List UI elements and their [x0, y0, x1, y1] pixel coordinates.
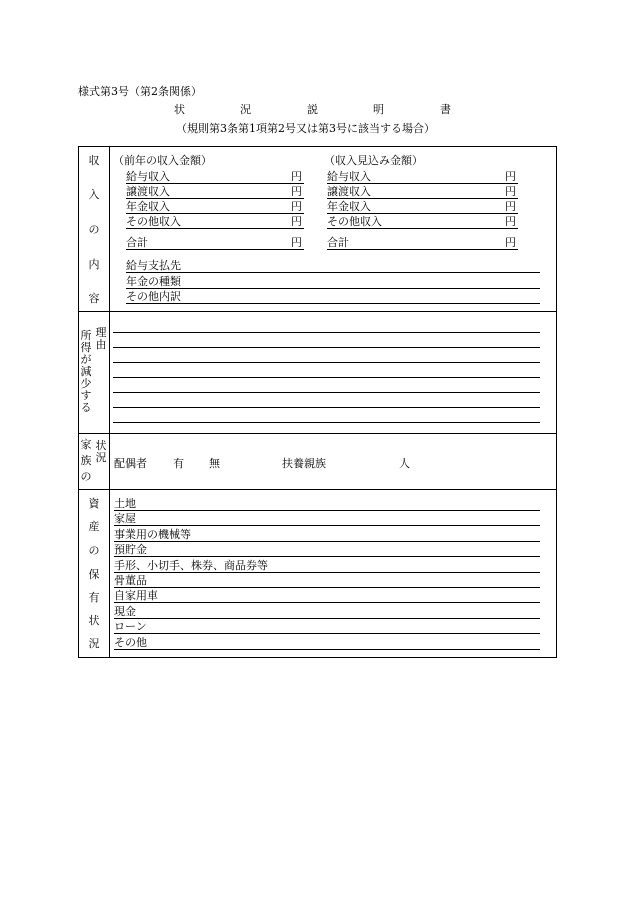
- label-column-divider: [109, 146, 110, 658]
- family-label-left: 家族の: [80, 438, 92, 483]
- prev-income-field[interactable]: [126, 213, 304, 214]
- asset-label: 現金: [114, 605, 136, 618]
- asset-field[interactable]: [114, 556, 540, 557]
- reason-line[interactable]: [113, 347, 540, 348]
- reason-line[interactable]: [113, 422, 540, 423]
- detail-field[interactable]: [126, 288, 540, 289]
- row-divider: [78, 433, 557, 434]
- income-item-label: 給与収入: [327, 170, 371, 183]
- document-title: [174, 104, 452, 116]
- yen-unit: 円: [505, 215, 516, 228]
- asset-field[interactable]: [114, 587, 540, 588]
- dependents-label: 扶養親族: [282, 457, 326, 470]
- total-label: 合計: [126, 236, 148, 249]
- reason-line[interactable]: [113, 362, 540, 363]
- yen-unit: 円: [291, 200, 302, 213]
- yen-unit: 円: [291, 185, 302, 198]
- income-item-label: その他収入: [126, 215, 181, 228]
- asset-label: 事業用の機械等: [114, 528, 191, 541]
- yen-unit: 円: [291, 215, 302, 228]
- label-char: 産: [88, 520, 100, 533]
- yen-unit: 円: [291, 170, 302, 183]
- asset-label: 家屋: [114, 512, 136, 525]
- expected-income-field[interactable]: [327, 213, 518, 214]
- document-subtitle: （規則第3条第1項第2号又は第3号に該当する場合）: [176, 122, 435, 135]
- prev-income-field[interactable]: [126, 183, 304, 184]
- expected-income-total-field[interactable]: [327, 249, 518, 250]
- income-item-label: 年金収入: [327, 200, 371, 213]
- title-char: 書: [440, 103, 451, 116]
- reason-line[interactable]: [113, 392, 540, 393]
- detail-field[interactable]: [126, 303, 540, 304]
- label-char: 況: [88, 637, 100, 650]
- label-char: の: [88, 544, 100, 557]
- dependents-count-field[interactable]: [335, 458, 395, 470]
- label-char: 有: [88, 591, 100, 604]
- asset-label: 骨董品: [114, 574, 147, 587]
- reason-label-left: 所得が減少する: [80, 329, 92, 414]
- asset-label: 土地: [114, 497, 136, 510]
- income-item-label: 譲渡収入: [327, 185, 371, 198]
- row-divider: [78, 311, 557, 312]
- title-char: 説: [307, 103, 318, 116]
- spouse-yes-option[interactable]: 有: [173, 457, 184, 470]
- income-item-label: 年金収入: [126, 200, 170, 213]
- asset-label: 自家用車: [114, 589, 158, 602]
- asset-label: ローン: [114, 620, 147, 633]
- prev-income-field[interactable]: [126, 228, 304, 229]
- reason-line[interactable]: [113, 377, 540, 378]
- expected-income-field[interactable]: [327, 198, 518, 199]
- asset-field[interactable]: [114, 602, 540, 603]
- label-char: 収: [88, 154, 100, 167]
- total-label: 合計: [327, 236, 349, 249]
- asset-label: その他: [114, 636, 147, 649]
- asset-field[interactable]: [114, 541, 540, 542]
- title-char: 状: [174, 103, 185, 116]
- asset-label: 手形、小切手、株券、商品券等: [114, 559, 268, 572]
- detail-label: 給与支払先: [126, 259, 181, 272]
- form-number: 様式第3号（第2条関係）: [78, 85, 202, 98]
- asset-field[interactable]: [114, 649, 540, 650]
- family-label-right: 状況: [95, 439, 107, 464]
- reason-line[interactable]: [113, 332, 540, 333]
- asset-field[interactable]: [114, 510, 540, 511]
- asset-label: 預貯金: [114, 543, 147, 556]
- spouse-label: 配偶者: [114, 457, 147, 470]
- title-char: 況: [240, 103, 251, 116]
- label-char: 保: [88, 568, 100, 581]
- spouse-no-option[interactable]: 無: [209, 457, 220, 470]
- asset-field[interactable]: [114, 618, 540, 619]
- dependents-unit: 人: [399, 457, 410, 470]
- label-char: 資: [88, 497, 100, 510]
- label-char: 状: [88, 614, 100, 627]
- label-char: 入: [88, 188, 100, 201]
- row-divider: [78, 489, 557, 490]
- detail-field[interactable]: [126, 272, 540, 273]
- income-item-label: 譲渡収入: [126, 185, 170, 198]
- yen-unit: 円: [505, 236, 516, 249]
- yen-unit: 円: [505, 185, 516, 198]
- label-char: 容: [88, 292, 100, 305]
- title-char: 明: [373, 103, 384, 116]
- detail-label: 年金の種類: [126, 275, 181, 288]
- asset-field[interactable]: [114, 633, 540, 634]
- yen-unit: 円: [505, 170, 516, 183]
- asset-field[interactable]: [114, 525, 540, 526]
- prev-income-total-field[interactable]: [126, 249, 304, 250]
- reason-line[interactable]: [113, 407, 540, 408]
- yen-unit: 円: [291, 236, 302, 249]
- expected-income-heading: （収入見込み金額）: [324, 154, 423, 167]
- income-item-label: その他収入: [327, 215, 382, 228]
- label-char: の: [88, 223, 100, 236]
- income-item-label: 給与収入: [126, 170, 170, 183]
- expected-income-field[interactable]: [327, 183, 518, 184]
- label-char: 内: [88, 258, 100, 271]
- detail-label: その他内訳: [126, 290, 181, 303]
- prev-income-heading: （前年の収入金額）: [113, 154, 212, 167]
- prev-income-field[interactable]: [126, 198, 304, 199]
- reason-label-right: 理由: [95, 326, 107, 351]
- asset-field[interactable]: [114, 572, 540, 573]
- yen-unit: 円: [505, 200, 516, 213]
- expected-income-field[interactable]: [327, 228, 518, 229]
